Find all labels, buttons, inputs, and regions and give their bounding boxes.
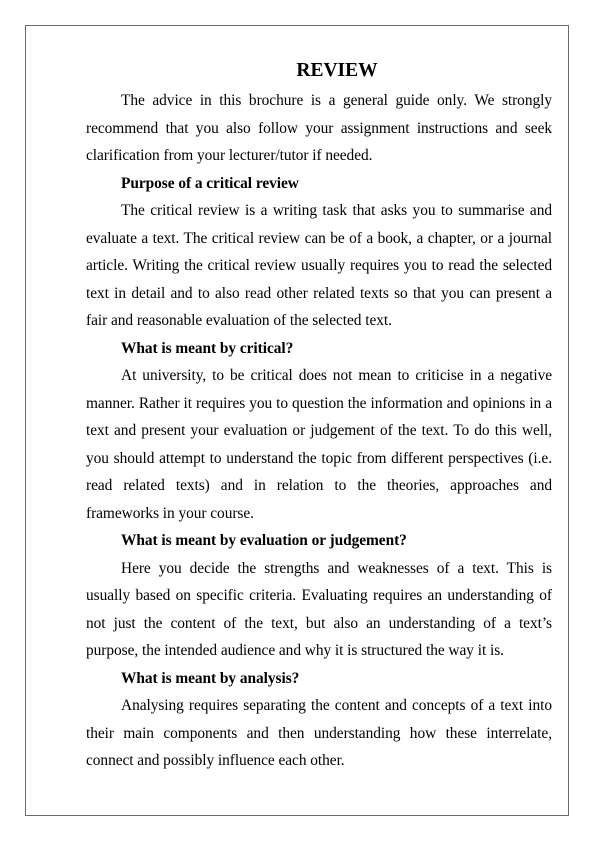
section-body-critical: At university, to be critical does not mean to criticise in a negative manner. Rather it requires you to question the information and opinions in a text and present your evaluation or judgement of the text. To do this well, you should attempt to understand the topic from different perspectives (i.e. read related texts) and in relation to the theories, approaches and frameworks in your course.: [86, 367, 552, 522]
section-heading-analysis: What is meant by analysis?: [121, 669, 300, 687]
page-title: REVIEW: [296, 60, 378, 81]
section-body-analysis: Analysing requires separating the content and concepts of a text into their main components and then understanding how these interrelate, connect and possibly influence each other.: [86, 697, 552, 769]
section-body-evaluation: Here you decide the strengths and weaknesses of a text. This is usually based on specific criteria. Evaluating requires an understanding of not just the content of the text, but also an understanding of a text’s purpose, the intended audience and why it is structured the way it is.: [86, 559, 552, 659]
intro-paragraph: The advice in this brochure is a general guide only. We strongly recommend that you also follow your assignment instructions and seek clarification from your lecturer/tutor if needed.: [86, 92, 552, 164]
section-heading-evaluation: What is meant by evaluation or judgement?: [121, 532, 407, 549]
section-heading-purpose: Purpose of a critical review: [121, 174, 299, 192]
document-body: [86, 55, 552, 775]
section-body-purpose: The critical review is a writing task that asks you to summarise and evaluate a text. The critical review can be of a book, a chapter, or a journal article. Writing the critical review usually requires you to read the selected text in detail and to also read other related texts so that you can present a fair and reasonable evaluation of the selected text.: [86, 202, 552, 329]
section-heading-critical: What is meant by critical?: [121, 339, 294, 357]
